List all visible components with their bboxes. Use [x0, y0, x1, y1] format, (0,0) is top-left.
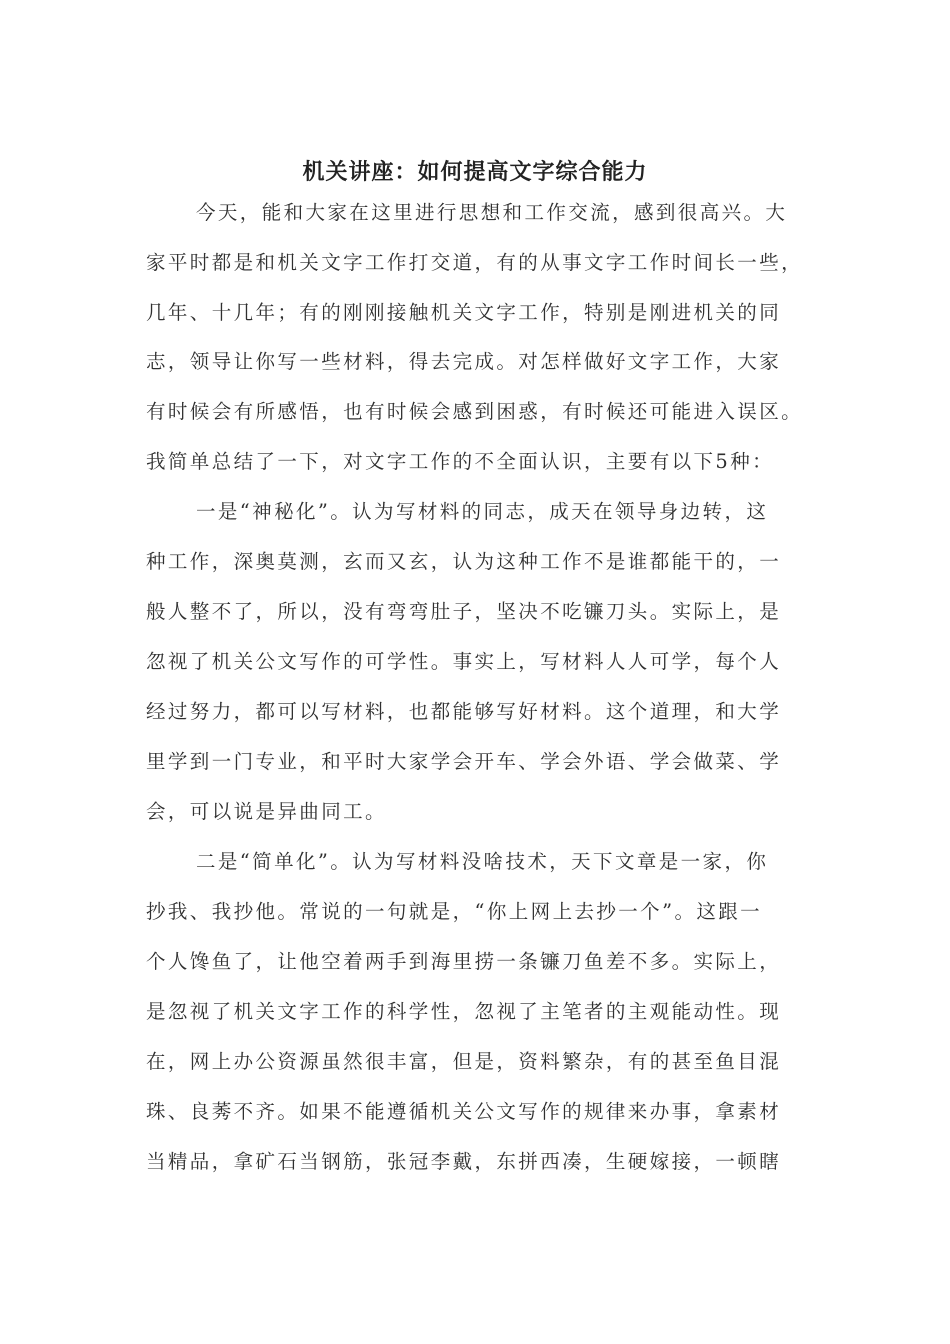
paragraph-line: 经过努力，都可以写材料，也都能够写好材料。这个道理，和大学: [146, 700, 782, 723]
document-title: 机关讲座：如何提高文字综合能力: [302, 159, 648, 185]
paragraph-line: 般人整不了，所以，没有弯弯肚子，坚决不吃镰刀头。实际上，是: [146, 600, 782, 623]
paragraph-line: 珠、良莠不齐。如果不能遵循机关公文写作的规律来办事，拿素材: [146, 1100, 782, 1123]
paragraph-line: 会，可以说是异曲同工。: [146, 800, 387, 823]
paragraph-line: 在，网上办公资源虽然很丰富，但是，资料繁杂，有的甚至鱼目混: [146, 1050, 782, 1073]
paragraph-line: 二是“简单化”。认为写材料没啥技术，天下文章是一家，你: [196, 850, 769, 873]
paragraph-line: 是忽视了机关文字工作的科学性，忽视了主笔者的主观能动性。现: [146, 1000, 782, 1023]
paragraph-line: 忽视了机关公文写作的可学性。事实上，写材料人人可学，每个人: [146, 650, 782, 673]
paragraph-line: 一是“神秘化”。认为写材料的同志，成天在领导身边转，这: [196, 500, 769, 523]
paragraph-line: 家平时都是和机关文字工作打交道，有的从事文字工作时间长一些，: [146, 251, 804, 274]
paragraph-line: 抄我、我抄他。常说的一句就是，“你上网上去抄一个”。这跟一: [146, 900, 763, 923]
paragraph-line: 今天，能和大家在这里进行思想和工作交流，感到很高兴。大: [196, 201, 788, 224]
paragraph-line: 当精品，拿矿石当钢筋，张冠李戴，东拼西凑，生硬嫁接，一顿瞎: [146, 1150, 782, 1173]
paragraph-line: 几年、十几年；有的刚刚接触机关文字工作，特别是刚进机关的同: [146, 301, 782, 324]
paragraph-line: 个人馋鱼了，让他空着两手到海里捞一条镰刀鱼差不多。实际上，: [146, 950, 782, 973]
paragraph-line: 我简单总结了一下，对文字工作的不全面认识，主要有以下5种：: [146, 450, 775, 473]
paragraph-line: 志，领导让你写一些材料，得去完成。对怎样做好文字工作，大家: [146, 350, 782, 373]
paragraph-line: 有时候会有所感悟，也有时候会感到困惑，有时候还可能进入误区。: [146, 400, 804, 423]
paragraph-line: 里学到一门专业，和平时大家学会开车、学会外语、学会做菜、学: [146, 750, 782, 773]
paragraph-line: 种工作，深奥莫测，玄而又玄，认为这种工作不是谁都能干的，一: [146, 550, 782, 573]
